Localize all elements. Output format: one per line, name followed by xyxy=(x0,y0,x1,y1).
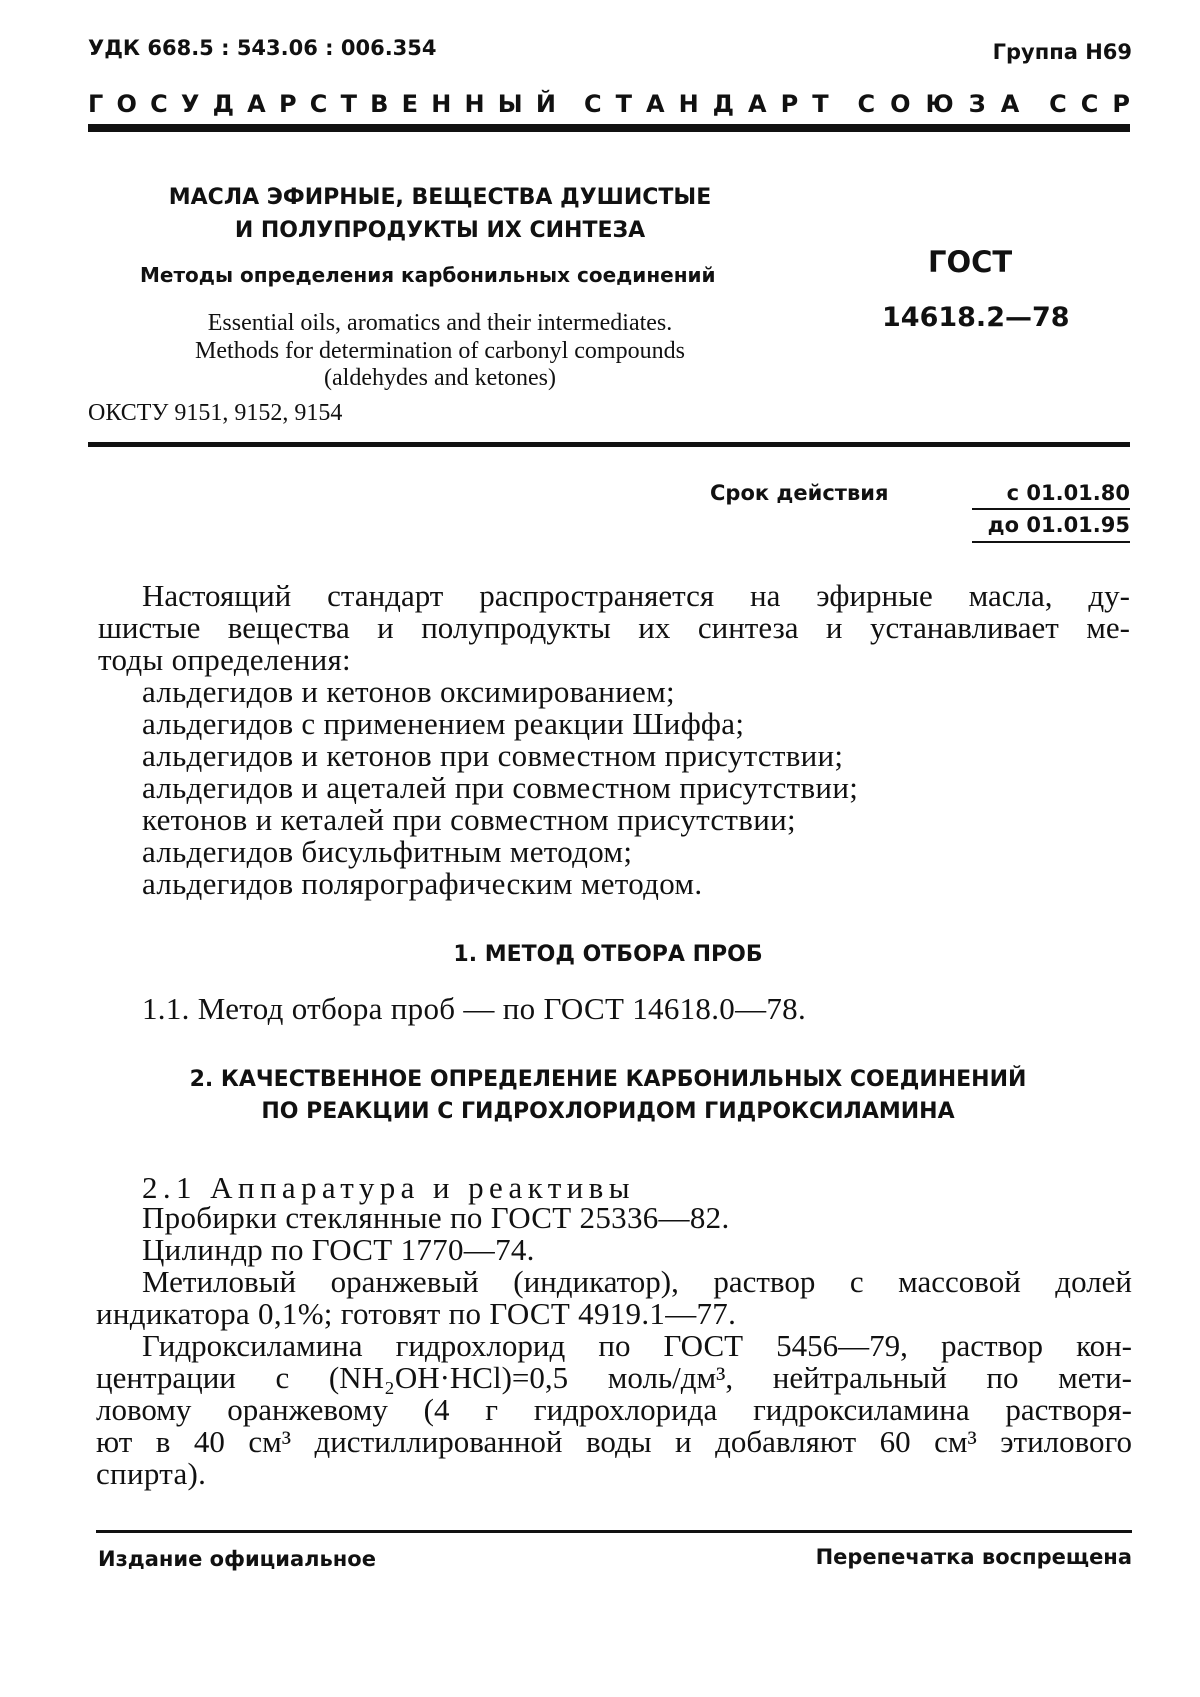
reagent-line-9: спирта). xyxy=(96,1456,207,1491)
section-1-paragraph: 1.1. Метод отбора проб — по ГОСТ 14618.0—78. xyxy=(142,991,807,1026)
method-item-5: кетонов и кеталей при совместном присутствии; xyxy=(142,802,796,837)
reagent-line-4: индикатора 0,1%; готовят по ГОСТ 4919.1—77. xyxy=(96,1296,737,1331)
reagent-line-3: Метиловый оранжевый (индикатор), раствор с массовой долей xyxy=(142,1264,1132,1299)
reagent-line-8: ют в 40 см³ дистиллированной воды и добавляют 60 см³ этилового xyxy=(96,1424,1132,1459)
section-2-1-title: 2.1 Аппаратура и реактивы xyxy=(142,1170,635,1205)
banner-rule xyxy=(88,124,1130,132)
section-2-heading-line-2: ПО РЕАКЦИИ С ГИДРОХЛОРИДОМ ГИДРОКСИЛАМИНА xyxy=(261,1099,955,1124)
method-item-1: альдегидов и кетонов оксимированием; xyxy=(142,674,675,709)
oksu-codes: ОКСТУ 9151, 9152, 9154 xyxy=(88,400,343,426)
validity-label: Срок действия xyxy=(710,481,889,505)
reagent-line-5: Гидроксиламина гидрохлорид по ГОСТ 5456—79, раствор кон- xyxy=(142,1328,1132,1363)
section-2-heading-line-1: 2. КАЧЕСТВЕННОЕ ОПРЕДЕЛЕНИЕ КАРБОНИЛЬНЫХ СОЕДИНЕНИЙ xyxy=(189,1067,1027,1092)
reagent-line-1: Пробирки стеклянные по ГОСТ 25336—82. xyxy=(142,1200,730,1235)
banner xyxy=(88,90,1144,118)
title-en-line-1: Essential oils, aromatics and their intermediates. xyxy=(207,310,673,336)
banner-word-1: ГОСУДАРСТВЕННЫЙ xyxy=(88,90,570,118)
banner-word-4: ССР xyxy=(1049,90,1144,118)
footer-edition: Издание официальное xyxy=(98,1547,376,1571)
gost-label: ГОСТ xyxy=(928,245,1013,279)
intro-line-1: Настоящий стандарт распространяется на эфирные масла, ду- xyxy=(142,578,1130,613)
title-en-line-2: Methods for determination of carbonyl compounds xyxy=(195,338,685,364)
gost-number: 14618.2—78 xyxy=(882,302,1070,333)
section-1-heading: 1. МЕТОД ОТБОРА ПРОБ xyxy=(453,942,763,967)
method-item-3: альдегидов и кетонов при совместном присутствии; xyxy=(142,738,844,773)
validity-rule-1 xyxy=(972,508,1130,510)
method-item-2: альдегидов с применением реакции Шиффа; xyxy=(142,706,745,741)
title-line-1: МАСЛА ЭФИРНЫЕ, ВЕЩЕСТВА ДУШИСТЫЕ xyxy=(168,185,712,210)
reagent-line-7: ловому оранжевому (4 г гидрохлорида гидроксиламина растворя- xyxy=(96,1392,1132,1427)
intro-line-3: тоды определения: xyxy=(98,642,351,677)
method-item-4: альдегидов и ацеталей при совместном присутствии; xyxy=(142,770,859,805)
method-item-6: альдегидов бисульфитным методом; xyxy=(142,834,633,869)
validity-from: с 01.01.80 xyxy=(1006,481,1130,505)
footer-reprint-notice: Перепечатка воспрещена xyxy=(815,1545,1132,1569)
validity-to: до 01.01.95 xyxy=(987,513,1130,537)
banner-word-2: СТАНДАРТ xyxy=(584,90,843,118)
intro-line-2: шистые вещества и полупродукты их синтеза и устанавливает ме- xyxy=(98,610,1130,645)
validity-rule-2 xyxy=(972,541,1130,543)
title-subtitle: Методы определения карбонильных соединений xyxy=(140,263,716,287)
udk-code: УДК 668.5 : 543.06 : 006.354 xyxy=(88,36,437,60)
title-en-line-3: (aldehydes and ketones) xyxy=(324,365,556,391)
reagent-line-2: Цилиндр по ГОСТ 1770—74. xyxy=(142,1232,535,1267)
title-line-2: И ПОЛУПРОДУКТЫ ИХ СИНТЕЗА xyxy=(234,218,646,243)
title-rule xyxy=(88,442,1130,447)
reagent-line-6: центрации с (NH₂OH·HCl)=0,5 моль/дм³, нейтральный по мети- xyxy=(96,1360,1132,1395)
footer-rule xyxy=(96,1530,1132,1533)
banner-word-3: СОЮЗА xyxy=(857,90,1035,118)
group-code: Группа Н69 xyxy=(992,40,1132,64)
method-item-7: альдегидов полярографическим методом. xyxy=(142,866,703,901)
